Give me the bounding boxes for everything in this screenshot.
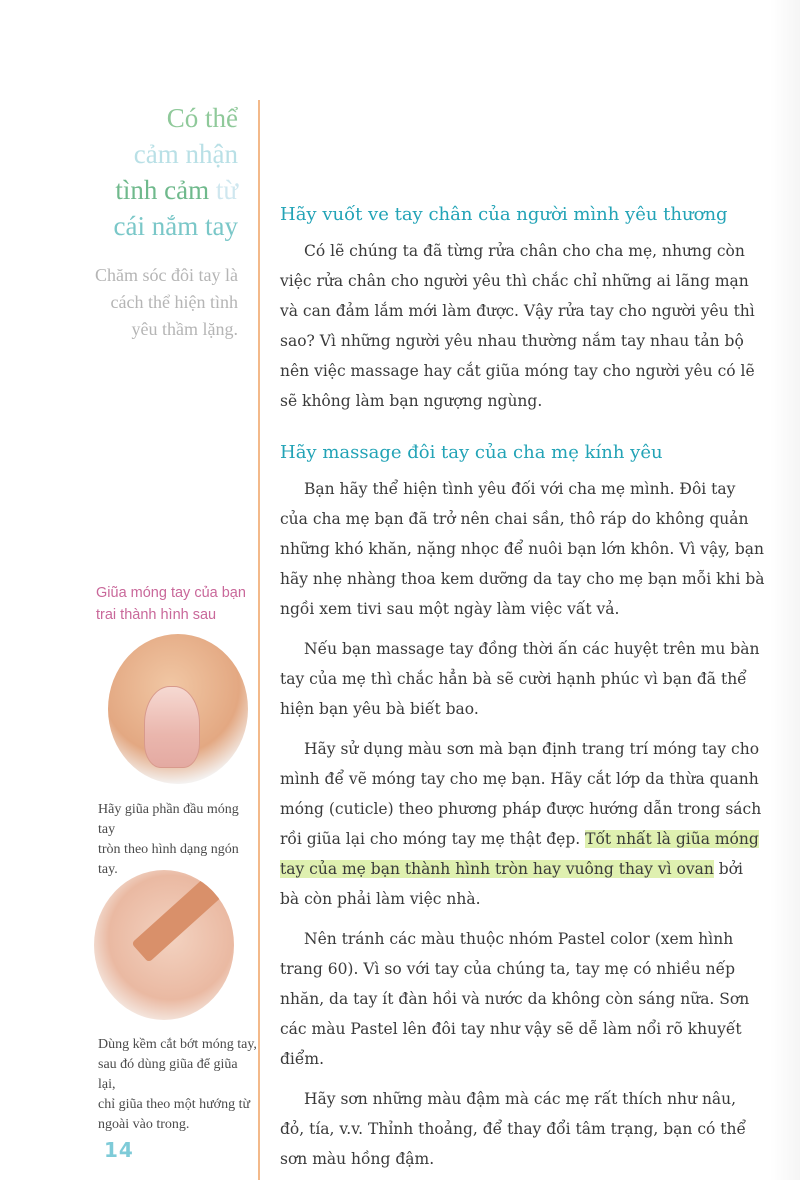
quote-line-3 bbox=[38, 172, 238, 208]
sidebar-subtitle bbox=[68, 262, 238, 343]
pink-caption-line: Giũa móng tay của bạn bbox=[96, 585, 246, 601]
page-edge-shadow bbox=[770, 0, 800, 1180]
paragraph-1: Có lẽ chúng ta đã từng rửa chân cho cha mẹ, nhưng còn việc rửa chân cho người yêu thì chắc chỉ những ai lãng mạn và can đảm lắm mới làm được. Vậy rửa tay cho người yêu thì sao? Vì những người yêu nhau thường nắm tay nhau tản bộ nên việc massage hay cắt giũa móng tay cho người yêu có lẽ sẽ không làm bạn ngượng ngùng. bbox=[280, 242, 755, 410]
sidebar bbox=[0, 0, 258, 1180]
pull-quote bbox=[38, 100, 238, 244]
quote-line-4: cái nắm tay bbox=[113, 211, 238, 241]
subtitle-line: cách thể hiện tình bbox=[110, 292, 238, 312]
quote-line-1: Có thể bbox=[166, 103, 238, 133]
pink-caption-line: trai thành hình sau bbox=[96, 607, 217, 623]
quote-line-3b: từ bbox=[215, 175, 238, 205]
quote-line-2: cảm nhận bbox=[133, 139, 238, 169]
caption-line: Dùng kềm cắt bớt móng tay, bbox=[98, 1037, 257, 1052]
pink-caption bbox=[96, 582, 256, 626]
nail-file-shape bbox=[131, 870, 234, 963]
subtitle-line: yêu thầm lặng. bbox=[131, 319, 238, 339]
fingernail-photo bbox=[108, 634, 248, 784]
photo-caption-2 bbox=[98, 1035, 258, 1135]
nail-file-photo bbox=[94, 870, 234, 1020]
quote-line-3a: tình cảm bbox=[115, 175, 210, 205]
photo-caption-1 bbox=[98, 800, 258, 880]
paragraph-3: Nếu bạn massage tay đồng thời ấn các huyệt trên mu bàn tay của mẹ thì chắc hẳn bà sẽ cười hạnh phúc vì bạn đã thể hiện bạn yêu bà biết bao. bbox=[280, 640, 760, 718]
paragraph-4 bbox=[280, 734, 765, 914]
nail-shape bbox=[144, 686, 200, 768]
caption-line: ngoài vào trong. bbox=[98, 1117, 190, 1132]
section-heading-1: Hãy vuốt ve tay chân của người mình yêu thương bbox=[280, 204, 728, 225]
paragraph-4-start: Hãy sử dụng màu sơn mà bạn định trang trí móng tay cho mình để vẽ móng tay cho mẹ bạn. Hãy cắt lớp da thừa quanh móng (cuticle) theo phương pháp được hướng dẫn trong sách rồi giũa lại cho móng tay mẹ thật đẹp. bbox=[280, 740, 762, 848]
paragraph-5: Nên tránh các màu thuộc nhóm Pastel color (xem hình trang 60). Vì so với tay của chúng ta, tay mẹ có nhiều nếp nhăn, da tay ít đàn hồi và nước da không còn sáng nữa. Sơn các màu Pastel lên đôi tay như vậy sẽ dễ làm nổi rõ khuyết điểm. bbox=[280, 930, 750, 1068]
paragraph-2: Bạn hãy thể hiện tình yêu đối với cha mẹ mình. Đôi tay của cha mẹ bạn đã trở nên chai sần, thô ráp do không quản những khó khăn, nặng nhọc để nuôi bạn lớn khôn. Vì vậy, bạn hãy nhẹ nhàng thoa kem dưỡng da tay cho mẹ bạn mỗi khi bà ngồi xem tivi sau một ngày làm việc vất vả. bbox=[280, 480, 765, 618]
caption-line: chỉ giũa theo một hướng từ bbox=[98, 1097, 251, 1112]
section-heading-2: Hãy massage đôi tay của cha mẹ kính yêu bbox=[280, 442, 663, 463]
caption-line: Hãy giũa phần đầu móng tay bbox=[98, 802, 239, 837]
highlighted-text: Tốt nhất là giũa móng tay của mẹ bạn thành hình tròn hay vuông thay vì ovan bbox=[280, 830, 759, 878]
paragraph-6: Hãy sơn những màu đậm mà các mẹ rất thích như nâu, đỏ, tía, v.v. Thỉnh thoảng, để thay đổi tâm trạng, bạn có thể sơn màu hồng đậm. bbox=[280, 1090, 747, 1168]
caption-line: tròn theo hình dạng ngón tay. bbox=[98, 842, 239, 877]
page-number: 14 bbox=[104, 1138, 134, 1162]
paragraph-4-end: bởi bà còn phải làm việc nhà. bbox=[280, 860, 743, 908]
caption-line: sau đó dùng giũa để giũa lại, bbox=[98, 1057, 238, 1092]
main-text bbox=[280, 200, 765, 1184]
subtitle-line: Chăm sóc đôi tay là bbox=[95, 265, 238, 285]
column-divider bbox=[258, 100, 260, 1180]
